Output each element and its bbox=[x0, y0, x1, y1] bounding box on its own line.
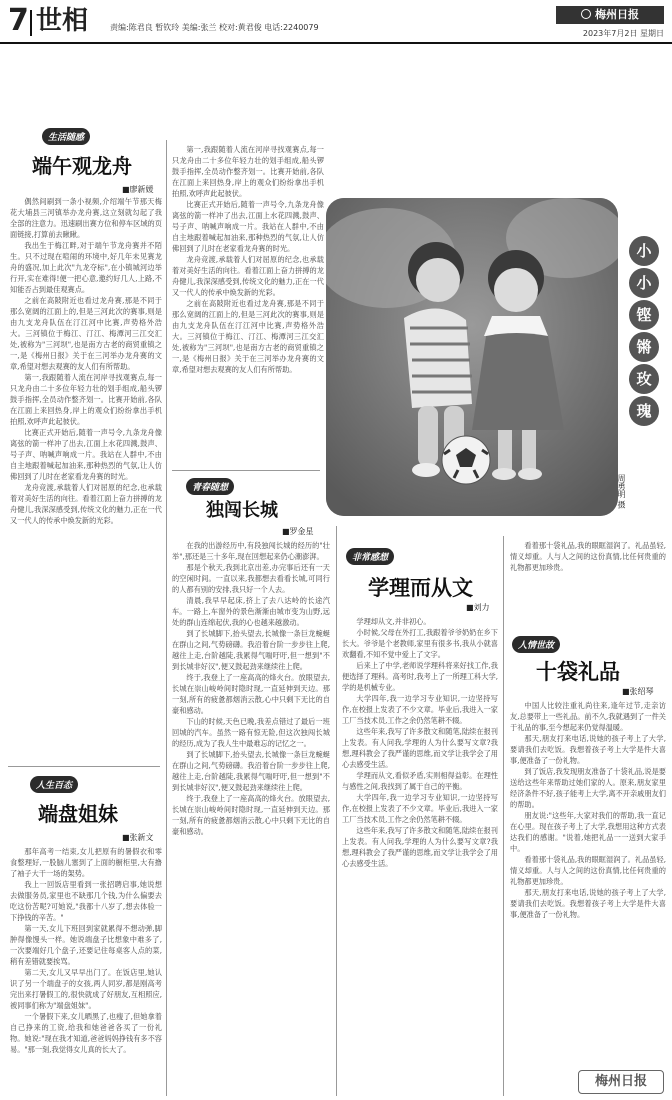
article-paragraph: 这些年来,我写了许多散文和随笔,陆续在报刊上发表。有人问我,学理的人为什么要写文章?我想,理科教会了我严谨的思维,而文学让我学会了用心去感受生活。 bbox=[342, 727, 498, 769]
article-body bbox=[172, 144, 324, 464]
article-paragraph: 第一,我跟随着人流在河岸寻找观赛点,每一只龙舟由二十多位年轻力壮的划手组成,船头锣鼓手指挥,全员动作整齐划一。比赛开始前,各队在江面上来回热身,岸上的观众们纷纷拿出手机拍照,欢呼声此起彼伏。 bbox=[172, 145, 324, 198]
article-body bbox=[10, 196, 162, 762]
caption-char: 小 bbox=[629, 268, 659, 298]
column-divider bbox=[503, 536, 504, 1096]
article-paragraph: 之前在高陂附近也看过龙舟赛,那是不同于那么宽阔的江面上的,但是三河此次的赛事,则是由九支龙舟队伍在汀江河中比赛,声势格外浩大。三河镇位于梅江、汀江、梅潭河三江交汇处,被称为"三河坝",也是南方古老的商贸重镇之一,是《梅州日报》关于在三河举办龙舟赛的文章,希望对想去观赛的友人们有所帮助。 bbox=[10, 296, 162, 371]
article-paragraph: 清晨,我早早起床,挤上了去八达岭的长途汽车。一路上,车窗外的景色渐渐由城市变为山野,远处的群山连绵起伏,我的心也越来越激动。 bbox=[172, 596, 330, 627]
article-author: ■张绍琴 bbox=[622, 687, 654, 696]
column-divider bbox=[336, 526, 337, 1096]
article-paragraph: 终于,我登上了一座高高的烽火台。放眼望去,长城在崇山峻岭间时隐时现,一直延伸到天边。那一刻,所有的疲惫都烟消云散,心中只剩下无比的自豪和感动。 bbox=[172, 673, 330, 715]
article-paragraph: 大学四年,我一边学习专业知识,一边坚持写作,在校报上发表了不少文章。毕业后,我进入一家工厂当技术员,工作之余仍然笔耕不辍。 bbox=[342, 793, 498, 824]
article-paragraph: 龙舟竞渡,承载着人们对屈原的纪念,也承载着对美好生活的向往。看着江面上奋力拼搏的龙舟健儿,我深深感受到,传统文化的魅力,正在一代又一代人的传承中焕发新的光彩。 bbox=[10, 483, 162, 525]
article-paragraph: 那天,朋友打来电话,说她的孩子考上了大学,要请我们去吃饭。我想着孩子考上大学是件大喜事,便准备了一份礼物。 bbox=[510, 734, 666, 765]
feature-photo bbox=[326, 198, 618, 516]
article-title: 独闯长城 bbox=[206, 500, 278, 521]
article-paragraph: 学理而从文,看似矛盾,实则相得益彰。在理性与感性之间,我找到了属于自己的平衡。 bbox=[342, 771, 498, 791]
article-paragraph: 学理却从文,并非初心。 bbox=[356, 617, 431, 626]
article-paragraph: 终于,我登上了一座高高的烽火台。放眼望去,长城在崇山峻岭间时隐时现,一直延伸到天边。那一刻,所有的疲惫都烟消云散,心中只剩下无比的自豪和感动。 bbox=[172, 794, 330, 836]
article-paragraph: 比赛正式开始后,随着一声号令,九条龙舟像离弦的箭一样冲了出去,江面上水花四溅,鼓声、号子声、呐喊声响成一片。我站在人群中,不由自主地跟着喊起加油来,那种热烈的气氛,让人仿佛回到了儿时在老家看龙舟赛的时光。 bbox=[172, 200, 324, 253]
caption-char: 瑰 bbox=[629, 396, 659, 426]
header-divider bbox=[30, 10, 32, 36]
article-paragraph: 到了饭店,我发现朋友准备了十袋礼品,说是要送给这些年来帮助过她们家的人。原来,朋友家里经济条件不好,孩子能考上大学,离不开亲戚朋友们的帮助。 bbox=[510, 767, 666, 809]
article-author: ■张新文 bbox=[122, 833, 154, 842]
article-paragraph: 我上一回饭店里看到一张招聘启事,她说想去做服务员,家里也不缺那几个钱,为什么偏要去吃这份苦呢?可她说,"我都十八岁了,想去体验一下挣钱的辛苦。" bbox=[10, 880, 162, 922]
article-author: ■廖新媛 bbox=[122, 185, 154, 194]
article-title: 学理而从文 bbox=[368, 575, 473, 600]
article-paragraph: 在我的出游经历中,有段独闯长城的经历的"壮举",那还是三十多年,现在回想起来仍心潮澎湃。 bbox=[172, 541, 330, 561]
article-kicker: 生活随感 bbox=[42, 128, 90, 145]
article-paragraph: 大学四年,我一边学习专业知识,一边坚持写作,在校报上发表了不少文章。毕业后,我进入一家工厂当技术员,工作之余仍然笔耕不辍。 bbox=[342, 694, 498, 725]
article-title: 十袋礼品 bbox=[536, 659, 620, 684]
article-kicker: 人情世故 bbox=[512, 636, 560, 653]
caption-char: 小 bbox=[629, 236, 659, 266]
newspaper-brand bbox=[556, 6, 664, 24]
article-paragraph: 第二天,女儿又早早出门了。在饭店里,她认识了另一个端盘子的女孩,两人同岁,都是刚高考完出来打暑假工的,很快就成了好朋友,互相照应,被同事们称为"端盘姐妹"。 bbox=[10, 968, 162, 1010]
article-author: ■罗金星 bbox=[282, 527, 314, 536]
article-paragraph: 后来上了中学,老师说学理科将来好找工作,我便选择了理科。高考时,我考上了一所理工科大学,学的是机械专业。 bbox=[342, 661, 498, 692]
article-body bbox=[510, 700, 666, 1060]
issue-date: 2023年7月2日 星期日 bbox=[582, 29, 664, 38]
article-paragraph: 到了长城脚下,抬头望去,长城像一条巨龙蜿蜒在群山之间,气势磅礴。我沿着台阶一步步往上爬,越往上走,台阶越陡,我累得气喘吁吁,但一想到"不到长城非好汉",便又鼓起劲来继续往上爬。 bbox=[172, 629, 330, 671]
article-title: 端午观龙舟 bbox=[32, 154, 132, 178]
photo-credit: 周勇明 摄 bbox=[617, 474, 626, 509]
article-paragraph: 小时候,父母在外打工,我跟着爷爷奶奶在乡下长大。爷爷是个老教师,家里有很多书,我从小就喜欢翻看,不知不觉中爱上了文字。 bbox=[342, 628, 498, 659]
article-author: ■刘力 bbox=[466, 603, 490, 612]
article-kicker: 非常感想 bbox=[346, 548, 394, 565]
article-paragraph: 偶然间刷到一条小视频,介绍端午节那天梅花大埔县三河镇举办龙舟赛,这立刻就勾起了我全部的注意力。迅速刷出赛方位和停车区域的页面链接,打算前去瞅瞅。 bbox=[10, 197, 162, 239]
newspaper-watermark: 梅州日报 bbox=[578, 1070, 664, 1094]
article-paragraph: 朋友说:"这些年,大家对我们的帮助,我一直记在心里。现在孩子考上了大学,我想用这种方式表达我们的感谢。"说着,她把礼品一一送到大家手中。 bbox=[510, 811, 666, 853]
page-header bbox=[0, 0, 672, 44]
page-number: 7 bbox=[8, 3, 29, 38]
section-title: 世相 bbox=[36, 6, 89, 36]
editor-credits: 责编:陈君良 暂钦玲 美编:张兰 校对:黄君俊 电话:2240079 bbox=[110, 23, 319, 32]
caption-char: 玫 bbox=[629, 364, 659, 394]
section-divider bbox=[172, 470, 320, 471]
article-paragraph: 看着那十袋礼品,我的眼眶湿润了。礼品虽轻,情义却重。人与人之间的这份真情,比任何贵重的礼物都更加珍贵。 bbox=[510, 855, 666, 886]
section-divider bbox=[8, 766, 160, 767]
article-paragraph: 第一,我跟随着人流在河岸寻找观赛点,每一只龙舟由二十多位年轻力壮的划手组成,船头锣鼓手指挥,全员动作整齐划一。比赛开始前,各队在江面上来回热身,岸上的观众们纷纷拿出手机拍照,欢呼声此起彼伏。 bbox=[10, 373, 162, 426]
article-paragraph: 我出生于梅江畔,对于端午节龙舟赛并不陌生。只不过现在喧闹的环境中,好几年未见赛龙舟的盛况,加上此次"九龙夺标",在小镇城河边举行开,实在难得!便一把心意,邀约好几人,上路,不知能否占到最佳观赛点。 bbox=[10, 241, 162, 294]
article-kicker: 人生百态 bbox=[30, 776, 78, 793]
article-body bbox=[10, 846, 162, 1096]
article-paragraph: 那是个秋天,我到北京出差,办完事后还有一天的空闲时间。一直以来,我都想去看看长城,可同行的人都有别的安排,我只好一个人去。 bbox=[172, 563, 330, 594]
article-title: 端盘姐妹 bbox=[38, 802, 118, 826]
caption-char: 锵 bbox=[629, 332, 659, 362]
article-paragraph: 一个暑假下来,女儿晒黑了,也瘦了,但她拿着自己挣来的工资,给我和她爸爸各买了一份礼物。她说:"现在我才知道,爸爸妈妈挣钱有多不容易。"那一刻,我觉得女儿真的长大了。 bbox=[10, 1012, 162, 1054]
article-paragraph: 第一天,女儿下班回到家就累得不想动弹,脚肿得像馒头一样。她说端盘子比想象中难多了,一次要端好几个盘子,还要记住每桌客人点的菜,稍有差错就要挨骂。 bbox=[10, 924, 162, 966]
article-paragraph: 看着那十袋礼品,我的眼眶湿润了。礼品虽轻,情义却重。人与人之间的这份真情,比任何贵重的礼物都更加珍贵。 bbox=[510, 541, 666, 572]
article-paragraph: 龙舟竞渡,承载着人们对屈原的纪念,也承载着对美好生活的向往。看着江面上奋力拼搏的龙舟健儿,我深深感受到,传统文化的魅力,正在一代又一代人的传承中焕发新的光彩。 bbox=[172, 255, 324, 297]
article-paragraph: 之前在高陂附近也看过龙舟赛,那是不同于那么宽阔的江面上的,但是三河此次的赛事,则是由九支龙舟队伍在汀江河中比赛,声势格外浩大。三河镇位于梅江、汀江、梅潭河三江交汇处,被称为"三河坝",也是南方古老的商贸重镇之一,是《梅州日报》关于在三河举办龙舟赛的文章,希望对想去观赛的友人们有所帮助。 bbox=[172, 299, 324, 374]
article-paragraph: 那年高考一结束,女儿把原有的暑假衣和零食整理好,一股脑儿塞到了上面的橱柜里,大有撸了袖子大干一场的架势。 bbox=[10, 847, 162, 878]
caption-char: 铿 bbox=[629, 300, 659, 330]
article-body bbox=[342, 616, 498, 1096]
photo-two-girls-with-ball bbox=[326, 198, 618, 516]
article-paragraph: 这些年来,我写了许多散文和随笔,陆续在报刊上发表。有人问我,学理的人为什么要写文章?我想,理科教会了我严谨的思维,而文学让我学会了用心去感受生活。 bbox=[342, 826, 498, 868]
article-body bbox=[172, 540, 330, 1096]
photo-caption bbox=[629, 236, 663, 428]
article-paragraph: 中国人比较注重礼尚往来,逢年过节,走亲访友,总要带上一些礼品。前不久,我就遇到了一件关于礼品的事,至今想起来仍觉得温暖。 bbox=[510, 701, 666, 732]
brand-logo-icon bbox=[581, 9, 591, 19]
column-divider bbox=[166, 140, 167, 1096]
article-paragraph: 那天,朋友打来电话,说她的孩子考上了大学,要请我们去吃饭。我想着孩子考上大学是件大喜事,便准备了一份礼物。 bbox=[510, 888, 666, 919]
article-paragraph: 下山的时候,天色已晚,我差点错过了最后一班回城的汽车。虽然一路有惊无险,但这次独闯长城的经历,成为了我人生中最难忘的记忆之一。 bbox=[172, 717, 330, 748]
article-paragraph: 比赛正式开始后,随着一声号令,九条龙舟像离弦的箭一样冲了出去,江面上水花四溅,鼓声、号子声、呐喊声响成一片。我站在人群中,不由自主地跟着喊起加油来,那种热烈的气氛,让人仿佛回到了儿时在老家看龙舟赛的时光。 bbox=[10, 428, 162, 481]
article-body bbox=[510, 540, 666, 624]
article-kicker: 青春随想 bbox=[186, 478, 234, 495]
article-paragraph: 到了长城脚下,抬头望去,长城像一条巨龙蜿蜒在群山之间,气势磅礴。我沿着台阶一步步往上爬,越往上走,台阶越陡,我累得气喘吁吁,但一想到"不到长城非好汉",便又鼓起劲来继续往上爬。 bbox=[172, 750, 330, 792]
brand-name: 梅州日报 bbox=[595, 8, 639, 21]
